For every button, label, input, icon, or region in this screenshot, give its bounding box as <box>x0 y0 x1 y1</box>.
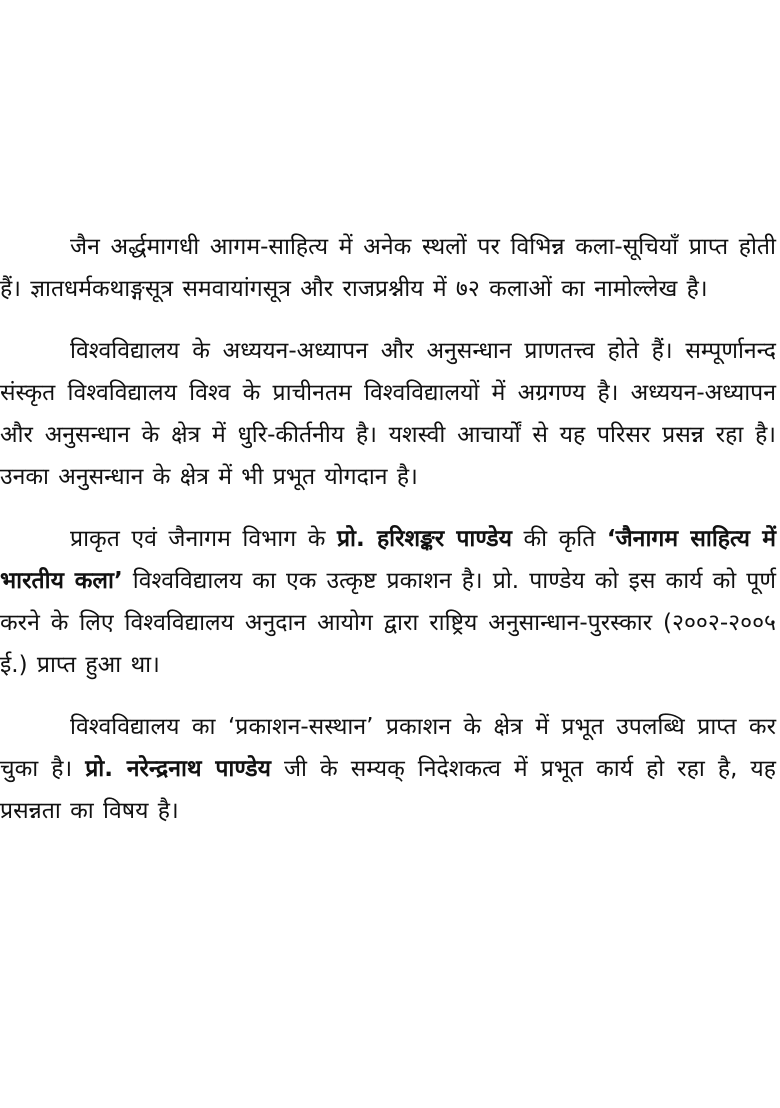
paragraph-text-segment: विश्वविद्यालय का एक उत्कृष्ट प्रकाशन है। प्रो. पाण्डेय को इस कार्य को पूर्ण करने के लिए विश्वविद्यालय अनुदान आयोग द्वारा राष्ट्रिय अनुसान्धान-पुरस्कार (२००२-२००५ ई.) प्राप्त हुआ था। <box>0 568 776 678</box>
paragraph-text-segment: की कृति <box>511 526 607 552</box>
paragraph-kala-suchiyan <box>0 226 776 310</box>
paragraph-text: जैन अर्द्धमागधी आगम-साहित्य में अनेक स्थलों पर विभिन्न कला-सूचियाँ प्राप्त होती हैं। ज्ञातधर्मकथाङ्गसूत्र समवायांगसूत्र और राजप्रश्नीय में ७२ कलाओं का नामोल्लेख है। <box>0 234 776 302</box>
paragraph-prakrit-vibhag <box>0 518 776 686</box>
paragraph-text-segment: जी के सम्यक् निदेशकत्व में प्रभूत कार्य हो रहा है, यह प्रसन्नता का विषय है। <box>0 756 776 824</box>
paragraph-vishvavidyalaya-anusandhan <box>0 330 776 498</box>
paragraph-text: विश्वविद्यालय के अध्ययन-अध्यापन और अनुसन्धान प्राणतत्त्व होते हैं। सम्पूर्णानन्द संस्कृत विश्वविद्यालय विश्व के प्राचीनतम विश्वविद्यालयों में अग्रगण्य है। अध्ययन-अध्यापन और अनुसन्धान के क्षेत्र में धुरि-कीर्तनीय है। यशस्वी आचार्यों से यह परिसर प्रसन्न रहा है। उनका अनुसन्धान के क्षेत्र में भी प्रभूत योगदान है। <box>0 338 776 490</box>
author-name-harishankar: प्रो. हरिशङ्कर पाण्डेय <box>336 526 512 552</box>
paragraph-text-segment: विश्वविद्यालय का ‘प्रकाशन-सस्थान’ प्रकाशन के क्षेत्र में प्रभूत उपलब्धि प्राप्त कर चुका है। <box>0 714 776 782</box>
paragraph-text-segment: प्राकृत एवं जैनागम विभाग के <box>70 526 337 552</box>
book-title: ‘जैनागम साहित्य में भारतीय कला’ <box>0 526 776 594</box>
document-body <box>0 226 776 852</box>
paragraph-prakashan-sansthan <box>0 706 776 832</box>
director-name-narendranath: प्रो. नरेन्द्रनाथ पाण्डेय <box>85 756 271 782</box>
